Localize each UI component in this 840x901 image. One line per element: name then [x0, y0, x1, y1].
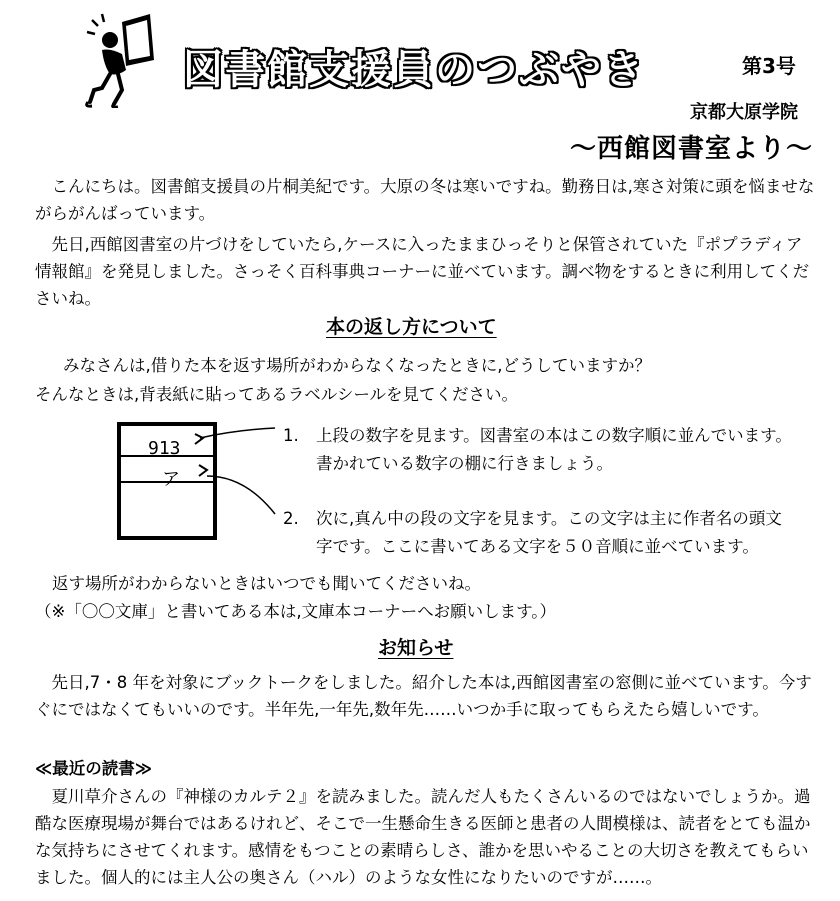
issue-number: 第3号 — [742, 54, 796, 78]
book-label-diagram — [115, 420, 305, 542]
notice-text: 先日,7・8 年を対象にブックトークをしました。紹介した本は,西館図書室の窓側に並べています。今すぐにではなくてもいいのです。半年先,一年先,数年先……いつか手に取ってもらえたら嬉しいです。 — [35, 673, 812, 719]
notice-heading: お知らせ — [378, 637, 454, 659]
return-note: 返す場所がわからないときはいつでも聞いてくださいね。 — [52, 574, 481, 593]
label-top-number: 913 — [148, 438, 181, 459]
return-question: みなさんは,借りた本を返す場所がわからなくなったときに,どうしていますか？ — [63, 356, 651, 375]
step-2-text: 次に,真ん中の段の文字を見ます。この文字は主に作者名の頭文字です。ここに書いてある文字を５０音順に並べています。 — [316, 509, 782, 556]
step-2-number: 2. — [283, 509, 299, 528]
step-1 — [283, 422, 792, 478]
return-instruction: そんなときは,背表紙に貼ってあるラベルシールを見てください。 — [35, 385, 519, 404]
recent-reading-heading: ≪最近の読書≫ — [35, 759, 153, 778]
step-2 — [283, 505, 783, 561]
intro-paragraph-2: 先日,西館図書室の片づけをしていたら,ケースに入ったままひっそりと保管されていた『ポプラディア情報館』を発見しました。さっそく百科事典コーナーに並べています。調べ物をするときに利用してくださいね。 — [35, 235, 810, 308]
label-middle-character: ア — [162, 469, 180, 490]
recent-reading-text: 夏川草介さんの『神様のカルテ２』を読みました。読んだ人もたくさんいるのではないでしょうか。過酷な医療現場が舞台ではあるけれど、そこで一生懸命生きる医師と患者の人間模様は、読者をとても温かな気持ちにさせてくれます。感情をもつことの素晴らしさ、誰かを思いやることの大切さを教えてもらいました。個人的には主人公の奥さん（ハル）のような女性になりたいのですが……。 — [35, 787, 811, 887]
bunko-note: （※「〇〇文庫」と書いてある本は,文庫本コーナーへお願いします。） — [35, 602, 557, 621]
intro-paragraph-1: こんにちは。図書館支援員の片桐美紀です。大原の冬は寒いですね。勤務日は,寒さ対策に頭を悩ませながらがんばっています。 — [35, 177, 815, 223]
return-heading: 本の返し方について — [326, 316, 497, 338]
newsletter-subtitle: ～西館図書室より～ — [570, 134, 814, 164]
person-reading-book-icon — [80, 10, 160, 108]
school-name: 京都大原学院 — [690, 102, 798, 123]
step-1-number: 1. — [283, 426, 299, 445]
newsletter-title: 図書館支援員のつぶやき — [183, 47, 645, 93]
step-1-text: 上段の数字を見ます。図書室の本はこの数字順に並んでいます。書かれている数字の棚に行きましょう。 — [316, 426, 792, 473]
